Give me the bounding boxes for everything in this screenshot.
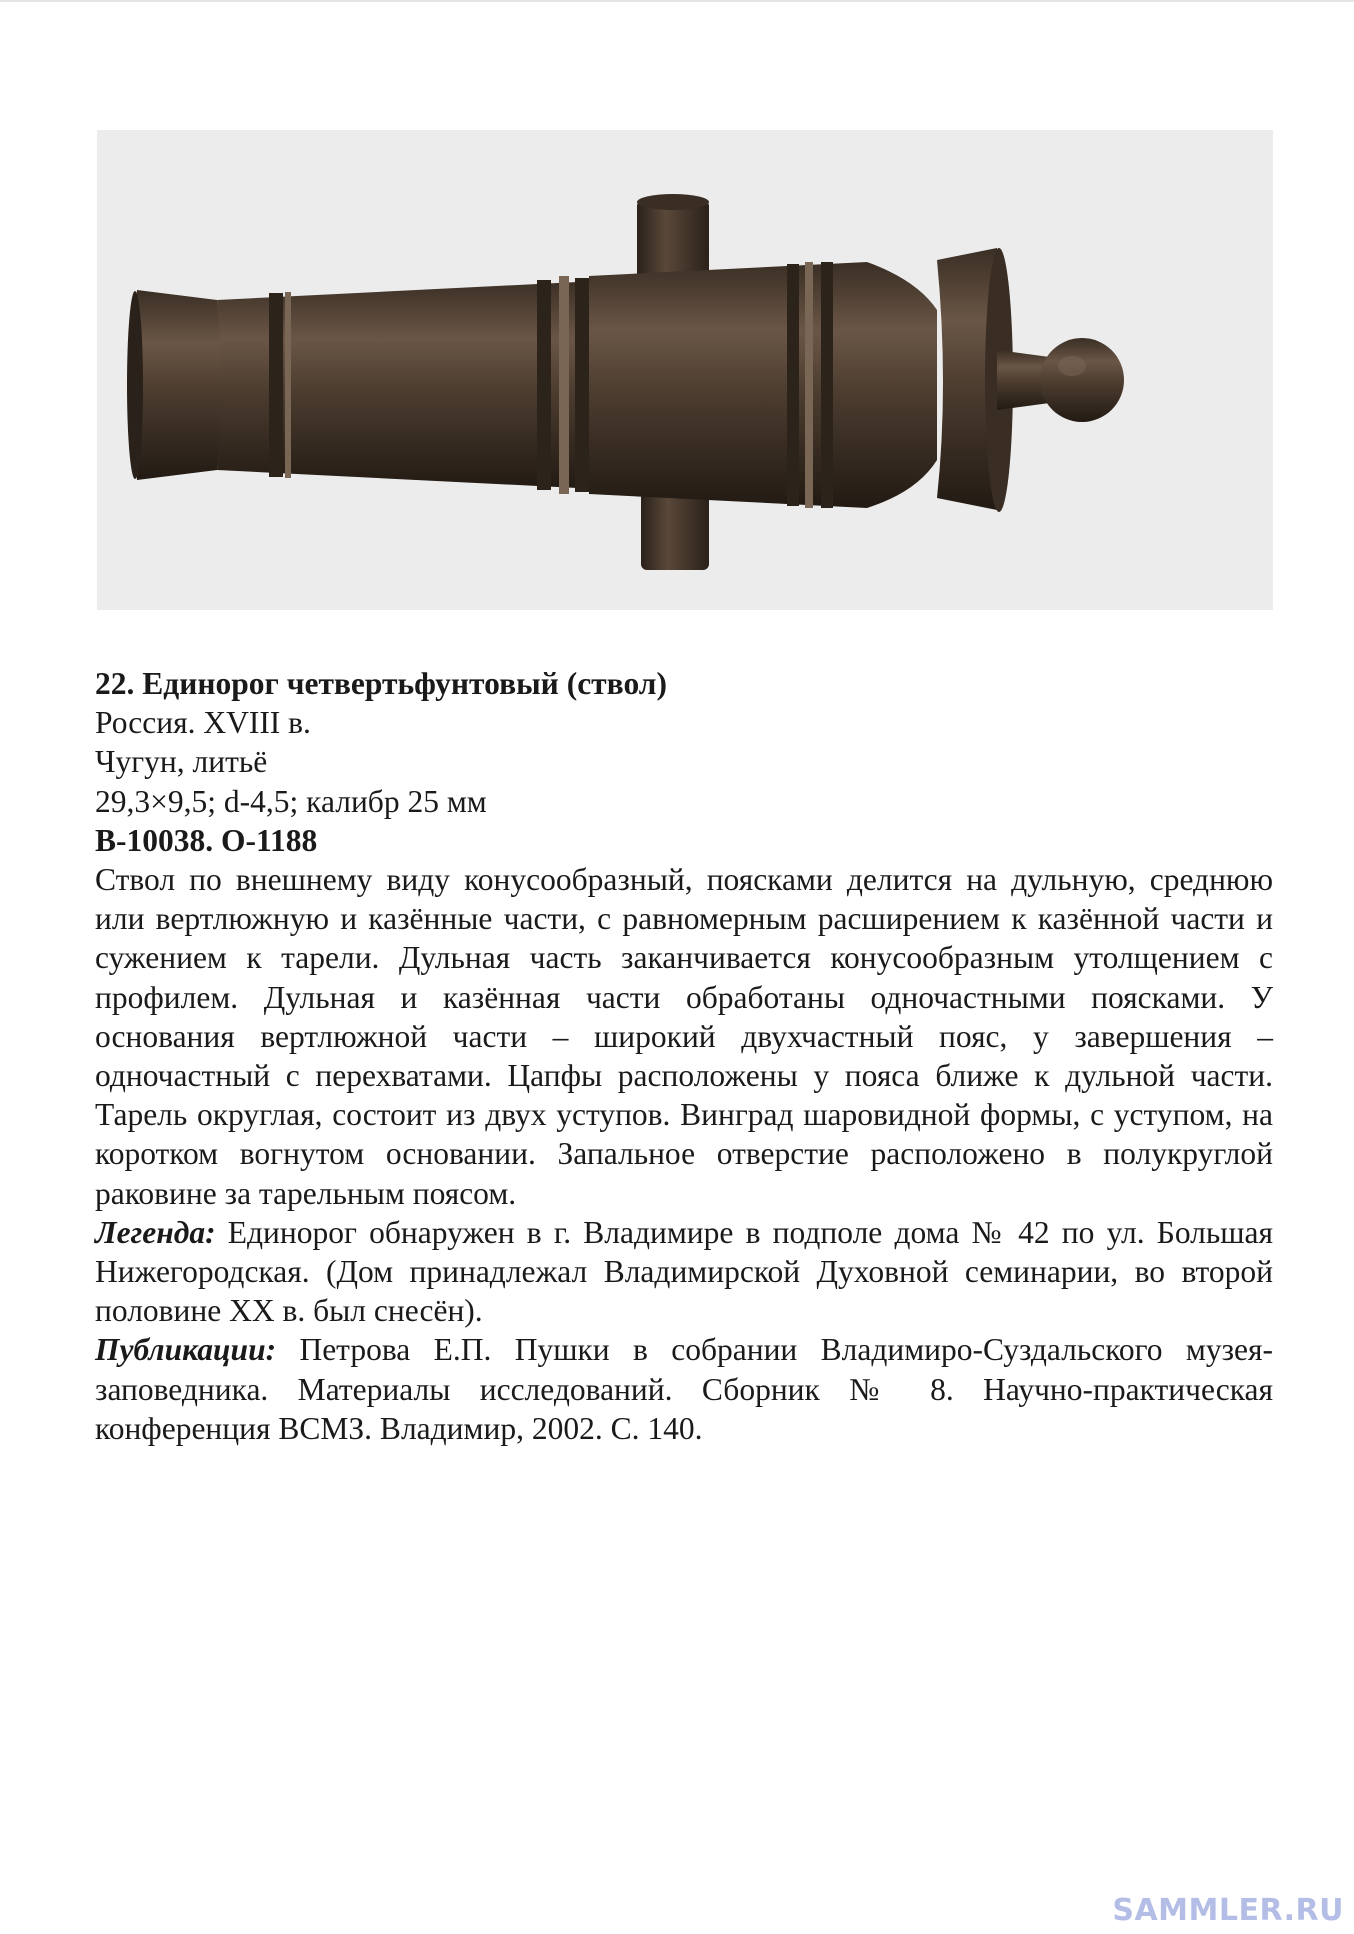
entry-title: 22. Единорог четвертьфунтовый (ствол) bbox=[95, 666, 667, 701]
entry-publications bbox=[95, 1330, 1273, 1448]
top-rule bbox=[0, 0, 1354, 2]
legend-label: Легенда: bbox=[95, 1214, 216, 1250]
publications-text: Петрова Е.П. Пушки в собрании Владимиро-Суздальского музея-заповедника. Материалы исследований. Сборник № 8. Научно-практическая конференция ВСМЗ. Владимир, 2002. С. 140. bbox=[95, 1332, 1273, 1446]
entry-legend bbox=[95, 1213, 1273, 1331]
entry-description: Ствол по внешнему виду конусообразный, поясками делится на дульную, среднюю или вертлюжную и казённые части, с равномерным расширением к казённой части и сужением к тарели. Дульная часть заканчивается конусообразным утолщением с профилем. Дульная и казённая части обработаны одночастными поясками. У основания вертлюжной части – широкий двухчастный пояс, у завершения – одночастный с перехватами. Цапфы расположены у пояса ближе к дульной части. Тарель округлая, состоит из двух уступов. Винград шаровидной формы, с уступом, на коротком вогнутом основании. Запальное отверстие расположено в полукруглой раковине за тарельным поясом. bbox=[95, 862, 1273, 1211]
publications-label: Публикации: bbox=[95, 1332, 277, 1368]
entry-dimensions: 29,3×9,5; d-4,5; калибр 25 мм bbox=[95, 783, 487, 819]
catalog-entry bbox=[95, 664, 1273, 1448]
cannon-photo bbox=[97, 130, 1273, 610]
site-watermark: SAMMLER.RU bbox=[1112, 1893, 1344, 1928]
muzzle bbox=[132, 290, 222, 480]
legend-text: Единорог обнаружен в г. Владимире в подполе дома № 42 по ул. Большая Нижегородская. (Дом принадлежал Владимирской Духовной семинарии, во второй половине XX в. был снесён). bbox=[95, 1214, 1273, 1329]
breech bbox=[867, 262, 937, 508]
entry-inventory-number: В-10038. О-1188 bbox=[95, 822, 318, 858]
entry-material: Чугун, литьё bbox=[95, 744, 268, 780]
entry-origin: Россия. XVIII в. bbox=[95, 705, 311, 741]
cascabel bbox=[1040, 338, 1124, 422]
cannon-barrel-illustration bbox=[97, 130, 1273, 610]
